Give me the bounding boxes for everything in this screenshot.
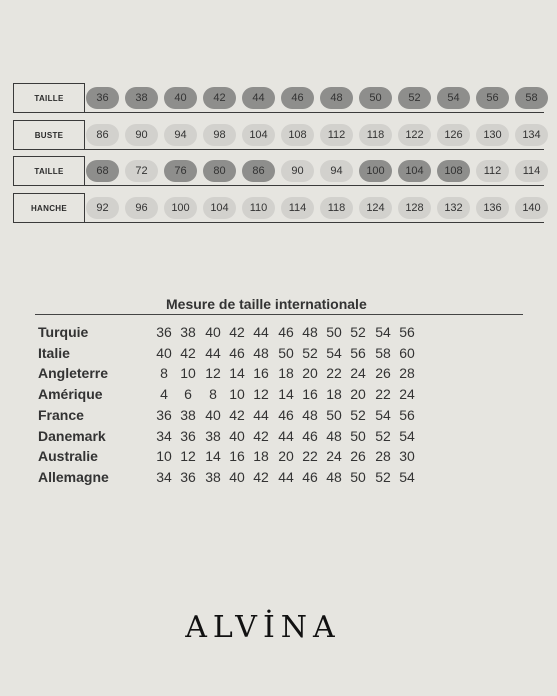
size-value: 122 [398,124,431,146]
size-value: 128 [398,197,431,219]
size-value: 100 [359,160,392,182]
size-value: 104 [203,197,236,219]
size-number: 54 [326,345,342,361]
size-number: 50 [278,345,294,361]
size-value: 50 [359,87,392,109]
size-value: 68 [86,160,119,182]
country-row [38,345,478,365]
size-value: 48 [320,87,353,109]
brand-logo: ALVİNA [185,610,341,645]
size-row-label: BUSTE [13,120,85,150]
size-number: 54 [375,324,391,340]
size-number: 18 [278,365,294,381]
size-number: 42 [253,428,269,444]
country-name: Allemagne [38,469,109,485]
size-number: 38 [205,469,221,485]
size-number: 42 [180,345,196,361]
size-number: 20 [350,386,366,402]
international-size-title: Mesure de taille internationale [166,296,367,312]
row-baseline [85,112,544,113]
size-number: 52 [350,407,366,423]
country-name: Australie [38,448,98,464]
size-number: 22 [302,448,318,464]
country-name: Amérique [38,386,103,402]
size-number: 24 [399,386,415,402]
country-name: Angleterre [38,365,109,381]
size-value: 94 [320,160,353,182]
size-number: 58 [375,345,391,361]
size-value: 90 [281,160,314,182]
size-row [13,120,544,150]
size-value: 44 [242,87,275,109]
size-number: 10 [229,386,245,402]
size-number: 38 [180,324,196,340]
size-number: 46 [302,428,318,444]
size-value: 114 [515,160,548,182]
size-number: 4 [160,386,168,402]
size-number: 54 [375,407,391,423]
row-baseline [85,222,544,223]
size-value: 76 [164,160,197,182]
size-value: 92 [86,197,119,219]
size-number: 46 [229,345,245,361]
size-number: 40 [205,324,221,340]
size-number: 8 [209,386,217,402]
country-row [38,448,478,468]
size-number: 20 [278,448,294,464]
size-row [13,193,544,223]
size-number: 40 [156,345,172,361]
size-number: 16 [253,365,269,381]
size-value: 86 [242,160,275,182]
size-number: 48 [302,324,318,340]
size-number: 34 [156,469,172,485]
size-value: 56 [476,87,509,109]
size-number: 42 [253,469,269,485]
size-number: 44 [278,428,294,444]
size-number: 38 [205,428,221,444]
size-value: 36 [86,87,119,109]
country-row [38,365,478,385]
size-number: 40 [229,469,245,485]
size-number: 12 [180,448,196,464]
size-value: 136 [476,197,509,219]
size-value: 96 [125,197,158,219]
size-number: 22 [326,365,342,381]
size-value: 112 [476,160,509,182]
size-chart [0,0,557,240]
size-value: 90 [125,124,158,146]
size-number: 48 [253,345,269,361]
size-number: 36 [180,469,196,485]
size-number: 20 [302,365,318,381]
size-row-label: TAILLE [13,156,85,186]
size-value: 94 [164,124,197,146]
size-number: 52 [350,324,366,340]
country-name: Turquie [38,324,89,340]
size-number: 18 [326,386,342,402]
row-baseline [85,185,544,186]
size-value: 132 [437,197,470,219]
size-number: 52 [302,345,318,361]
country-name: Italie [38,345,70,361]
size-number: 6 [184,386,192,402]
size-value: 110 [242,197,275,219]
size-number: 18 [253,448,269,464]
size-number: 46 [278,407,294,423]
size-number: 50 [326,324,342,340]
size-number: 28 [375,448,391,464]
size-number: 44 [253,407,269,423]
size-number: 26 [375,365,391,381]
size-number: 54 [399,469,415,485]
size-row [13,83,544,113]
size-number: 50 [326,407,342,423]
size-value: 118 [320,197,353,219]
size-number: 56 [399,407,415,423]
size-number: 46 [278,324,294,340]
size-number: 10 [180,365,196,381]
size-number: 12 [253,386,269,402]
size-number: 42 [229,324,245,340]
size-value: 58 [515,87,548,109]
size-value: 124 [359,197,392,219]
size-value: 46 [281,87,314,109]
size-number: 40 [205,407,221,423]
size-row-label: HANCHE [13,193,85,223]
size-row [13,156,544,186]
size-value: 42 [203,87,236,109]
size-number: 22 [375,386,391,402]
size-value: 118 [359,124,392,146]
size-number: 52 [375,469,391,485]
size-number: 10 [156,448,172,464]
size-number: 48 [326,428,342,444]
country-row [38,324,478,344]
size-number: 60 [399,345,415,361]
size-number: 46 [302,469,318,485]
size-value: 40 [164,87,197,109]
size-value: 54 [437,87,470,109]
size-number: 24 [326,448,342,464]
country-row [38,407,478,427]
size-number: 48 [326,469,342,485]
size-value: 104 [242,124,275,146]
size-number: 42 [229,407,245,423]
size-number: 52 [375,428,391,444]
size-value: 140 [515,197,548,219]
size-number: 14 [205,448,221,464]
size-number: 44 [205,345,221,361]
size-number: 30 [399,448,415,464]
size-number: 50 [350,428,366,444]
size-value: 134 [515,124,548,146]
size-number: 50 [350,469,366,485]
size-number: 14 [229,365,245,381]
size-value: 108 [437,160,470,182]
size-number: 28 [399,365,415,381]
row-baseline [85,149,544,150]
size-number: 16 [229,448,245,464]
size-value: 98 [203,124,236,146]
size-value: 86 [86,124,119,146]
size-value: 72 [125,160,158,182]
size-value: 114 [281,197,314,219]
size-number: 48 [302,407,318,423]
size-number: 14 [278,386,294,402]
country-name: France [38,407,84,423]
size-number: 34 [156,428,172,444]
country-name: Danemark [38,428,106,444]
size-value: 52 [398,87,431,109]
size-number: 26 [350,448,366,464]
size-number: 16 [302,386,318,402]
size-row-label: TAILLE [13,83,85,113]
size-number: 12 [205,365,221,381]
size-number: 44 [253,324,269,340]
size-value: 104 [398,160,431,182]
size-number: 54 [399,428,415,444]
size-value: 126 [437,124,470,146]
size-number: 44 [278,469,294,485]
country-row [38,469,478,489]
size-number: 36 [180,428,196,444]
size-number: 38 [180,407,196,423]
size-value: 108 [281,124,314,146]
size-number: 40 [229,428,245,444]
size-value: 38 [125,87,158,109]
size-value: 130 [476,124,509,146]
country-row [38,386,478,406]
size-number: 56 [350,345,366,361]
size-number: 36 [156,407,172,423]
size-number: 8 [160,365,168,381]
country-row [38,428,478,448]
size-number: 24 [350,365,366,381]
size-number: 56 [399,324,415,340]
size-value: 80 [203,160,236,182]
title-divider [35,314,523,315]
size-value: 112 [320,124,353,146]
size-value: 100 [164,197,197,219]
size-number: 36 [156,324,172,340]
